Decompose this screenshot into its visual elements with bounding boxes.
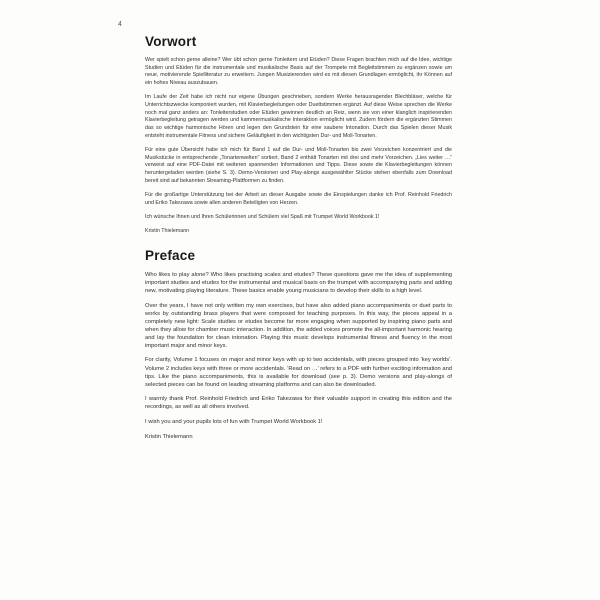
vorwort-signature: Kristin Thielemann: [145, 228, 190, 235]
vorwort-paragraph-2: Im Laufe der Zeit habe ich nicht nur eigene Übungen geschrieben, sondern Werke herausragender Blechbläser, welche für Unterrichtszwecke komponiert wurden, mit Klavierbegleitungen oder Duettstimmen ergänzt. Auf diese Weise sprechen die Werke noch mal ganz anders an: Tonleiterstudien oder Etüden gewinnen deutlich an Reiz, wenn sie von einer klanglich inspirierenden Klavierbegleitung getragen werden und kammermusikalische Interaktion ermöglicht wird. Zudem fördern die ergänzten Stimmen das so wichtige harmonische Hören und legen den Grundstein für eine saubere Intonation. Durch das Spielen dieser Musik entsteht instrumentale Fitness und sichere Geläufigkeit in den wichtigsten Dur- und Moll-Tonarten.: [145, 94, 452, 139]
page-content: [145, 34, 452, 447]
preface-paragraph-4: I warmly thank Prof. Reinhold Friedrich and Eriko Takezawa for their valuable support in creating this edition and the recordings, as well as all others involved.: [145, 396, 452, 411]
preface-section: [145, 248, 452, 441]
preface-paragraph-2: Over the years, I have not only written my own exercises, but have also added piano accompaniments or duet parts to works by outstanding brass players that were composed for teaching purposes. In this way, the pieces appeal in a completely new light: Scale studies or etudes become far more engaging when supported by inspiring piano parts and when they allow for chamber music interaction. In addition, the added voices promote the all-important harmonic hearing and lay the foundation for clean intonation. Playing this music develops instrumental fitness and fluency in the most important major and minor keys.: [145, 302, 452, 349]
vorwort-paragraph-3: Für eine gute Übersicht habe ich mich für Band 1 auf die Dur- und Moll-Tonarten bis zwei Vorzeichen konzentriert und die Musikstücke in entsprechende „Tonartenwelten“ sortiert. Band 2 enthält Tonarten mit drei und mehr Vorzeichen. „Lies weiter …“ verweist auf eine PDF-Datei mit weiteren spannenden Informationen und Tipps. Diese sowie die Klavierbegleitungen können heruntergeladen werden (siehe S. 3). Demo-Versionen und Play-alongs ausgewählter Stücke stehen ebenfalls zum Download bereit sind auf bekannten Streaming-Plattformen zu finden.: [145, 147, 452, 184]
page-number: 4: [118, 21, 122, 28]
vorwort-title: Vorwort: [145, 34, 197, 49]
preface-paragraph-3: For clarity, Volume 1 focuses on major and minor keys with up to two accidentals, with pieces grouped into ‘key worlds’. Volume 2 includes keys with three or more accidentals. ‘Read on …’ refers to a PDF with further exciting information and tips. Like the piano accompaniments, this is available for download (see p. 3). Demo versions and play-alongs of selected pieces can be found on leading streaming platforms and can also be downloaded.: [145, 357, 452, 388]
vorwort-section: [145, 34, 452, 236]
preface-signature: Kristin Thielemann: [145, 433, 193, 440]
preface-title: Preface: [145, 247, 196, 263]
vorwort-paragraph-4: Für die großartige Unterstützung bei der Arbeit an dieser Ausgabe sowie die Einspielungen danke ich Prof. Reinhold Friedrich und Eriko Takezawa sowie allen anderen Beteiligten von Herzen.: [145, 192, 452, 206]
vorwort-paragraph-5: Ich wünsche Ihnen und Ihren Schülerinnen und Schülern viel Spaß mit Trumpet World Workbook 1!: [145, 213, 380, 220]
vorwort-paragraph-1: Wer spielt schon gerne alleine? Wer übt schon gerne Tonleitern und Etüden? Diese Fragen brachten mich auf die Idee, wichtige Studien und Etüden für die instrumentale und musikalische Basis auf der Trompete mit Begleitstimmen zu ergänzen sowie um neue, motivierende Spielliteratur zu erweitern. Jungen Musizierenden wird es mit diesen Grundlagen ermöglicht, ihr Können auf ein hohes Niveau auszubauen.: [145, 57, 452, 87]
preface-paragraph-1: Who likes to play alone? Who likes practising scales and etudes? These questions gave me the idea of supplementing important studies and etudes for the instrumental and musical basis on the trumpet with accompanying parts and adding new, motivating playing literature. These basics enable young musicians to develop their skills to a high level.: [145, 271, 452, 294]
preface-paragraph-5: I wish you and your pupils lots of fun with Trumpet World Workbook 1!: [145, 418, 323, 425]
